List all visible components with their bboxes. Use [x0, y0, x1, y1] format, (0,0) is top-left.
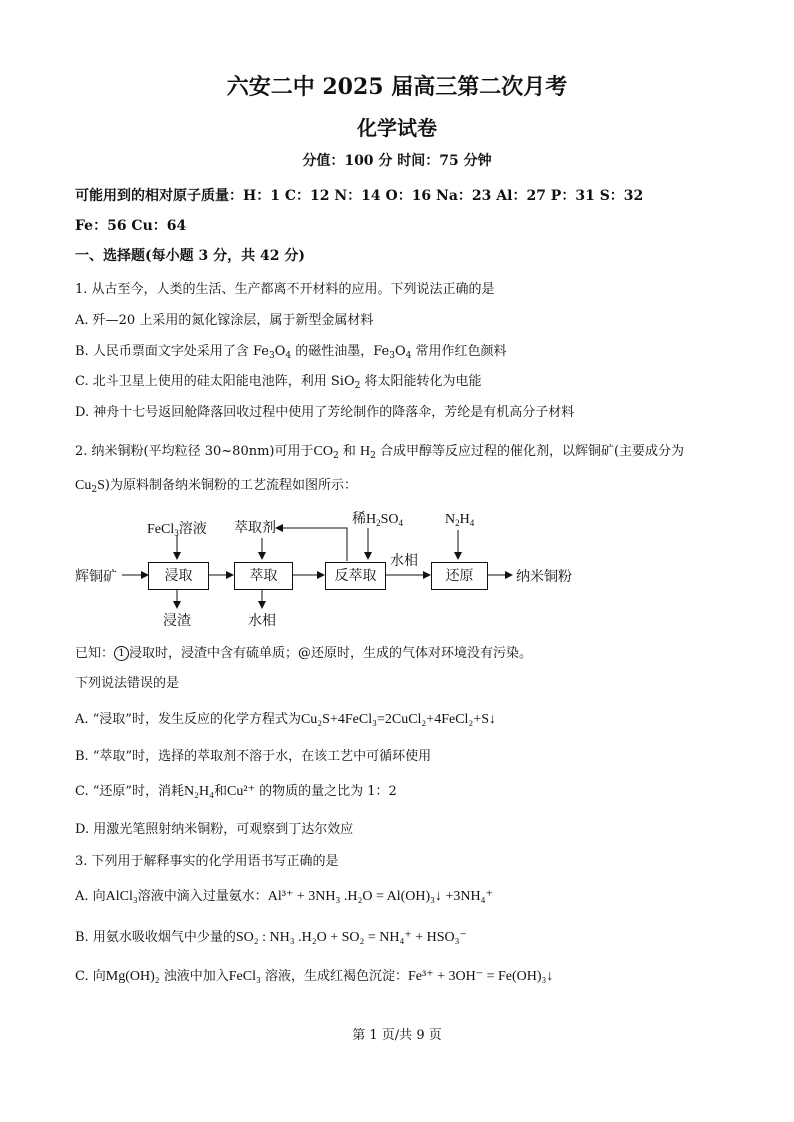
flow-output: 纳米铜粉	[516, 569, 572, 585]
exam-subtitle: 化学试卷	[357, 116, 437, 140]
flow-waste-residue: 浸渣	[163, 613, 191, 629]
flow-reagent-fecl3: FeCl$_3$溶液	[147, 522, 207, 538]
atomic-mass-line1: 可能用到的相对原子质量：H：1 C：12 N：14 O：16 Na：23 Al：27 P：31 S：32	[75, 188, 644, 204]
section-title: 一、选择题(每小题 3 分，共 42 分)	[75, 248, 305, 264]
q2-option-c: C. “还原”时，消耗N₂H₄和Cu²⁺ 的物质的量之比为 1：2	[75, 784, 397, 799]
flow-input: 辉铜矿	[75, 569, 117, 585]
q2-option-a: A. “浸取”时，发生反应的化学方程式为Cu₂S+4FeCl₃=2CuCl₂+4FeCl₂+S↓	[75, 712, 496, 727]
q1-option-d: D. 神舟十七号返回舱降落回收过程中使用了芳纶制作的降落伞，芳纶是有机高分子材料	[75, 405, 575, 420]
circled-number: 1	[114, 646, 129, 661]
q1-stem: 1. 从古至今，人类的生活、生产都离不开材料的应用。下列说法正确的是	[75, 282, 495, 297]
exam-title: 六安二中 2025 届高三第二次月考	[226, 74, 568, 100]
q1-option-b: B. 人民币票面文字处采用了含 $Fe_3O_4$ 的磁性油墨，$Fe_3O_4$ 常用作红色颜料	[75, 344, 507, 361]
atomic-mass-line2: Fe：56 Cu：64	[75, 218, 187, 234]
q1-option-a: A. 歼—20 上采用的氮化镓涂层，属于新型金属材料	[75, 313, 374, 328]
q3-stem: 3. 下列用于解释事实的化学用语书写正确的是	[75, 854, 339, 869]
q1-option-c: C. 北斗卫星上使用的硅太阳能电池阵，利用 SiO$_2$ 将太阳能转化为电能	[75, 374, 482, 391]
flow-reagent-extractant: 萃取剂	[234, 520, 276, 536]
flow-box-back-extraction: 反萃取	[325, 562, 386, 590]
flow-reagent-h2so4: 稀$H_2SO_4$	[352, 512, 404, 528]
q3-option-a: A. 向AlCl₃溶液中滴入过量氨水：Al³⁺ + 3NH₃ .H₂O = Al(OH)₃↓ +3NH₄⁺	[75, 889, 493, 904]
q2-option-b: B. “萃取”时，选择的萃取剂不溶于水，在该工艺中可循环使用	[75, 749, 432, 764]
flow-box-extraction: 萃取	[234, 562, 293, 590]
score-time: 分值：100 分 时间：75 分钟	[302, 153, 492, 169]
q3-option-b: B. 用氨水吸收烟气中少量的SO₂ : NH₃ .H₂O + SO₂ = NH₄⁺ + HSO₃⁻	[75, 930, 467, 945]
page-footer: 第 1 页/共 9 页	[352, 1028, 442, 1043]
flow-waste-water: 水相	[248, 613, 276, 629]
q2-option-d: D. 用激光笔照射纳米铜粉，可观察到丁达尔效应	[75, 822, 354, 837]
q2-stem-line2: $Cu_2S$)为原料制备纳米铜粉的工艺流程如图所示：	[75, 478, 357, 495]
q2-ask: 下列说法错误的是	[75, 676, 180, 691]
flow-reagent-n2h4: $N_2H_4$	[445, 512, 475, 528]
flow-water-phase-label: 水相	[390, 553, 418, 569]
flow-box-leaching: 浸取	[148, 562, 209, 590]
q2-stem-line1: 2. 纳米铜粉(平均粒径 30~80nm)可用于$CO_2$ 和 $H_2$ 合成甲醇等反应过程的催化剂，以辉铜矿(主要成分为	[75, 444, 685, 461]
flow-box-reduction: 还原	[431, 562, 488, 590]
q3-option-c: C. 向Mg(OH)₂ 浊液中加入FeCl₃ 溶液，生成红褐色沉淀：Fe³⁺ + 3OH⁻ = Fe(OH)₃↓	[75, 969, 554, 984]
q2-known: 已知： 1 浸取时，浸渣中含有硫单质；@还原时，生成的气体对环境没有污染。	[75, 646, 533, 661]
